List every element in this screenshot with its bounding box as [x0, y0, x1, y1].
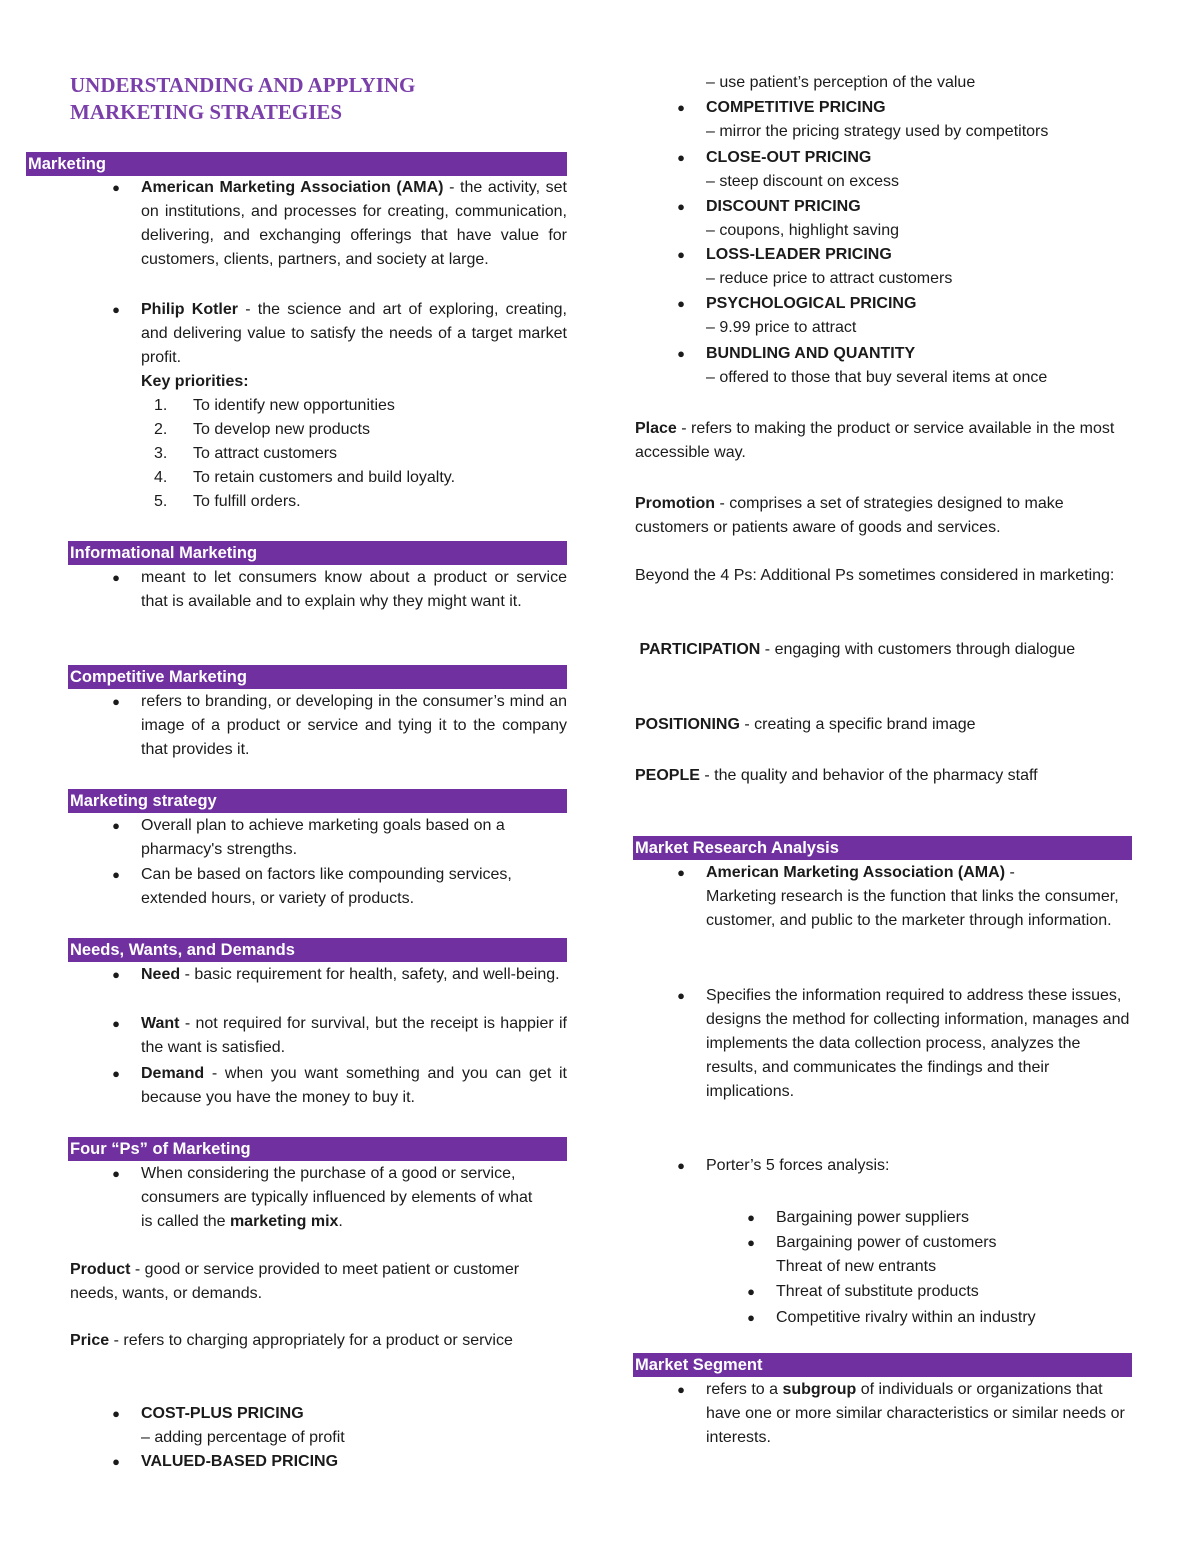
bullet-icon: ● [747, 1235, 755, 1250]
list-item-want: ● Want - not required for survival, but the receipt is happier if the want is satisfied. [70, 1012, 567, 1060]
place-definition: Place - refers to making the product or service available in the most accessible way. [635, 420, 1115, 461]
list-item-kotler [70, 298, 567, 370]
people-definition: PEOPLE - the quality and behavior of the pharmacy staff [635, 767, 1038, 784]
force-item-no-bullet: Threat of new entrants [776, 1258, 937, 1275]
bullet-icon: ● [112, 1016, 120, 1031]
list-item-ama-research: ● American Marketing Association (AMA) - Marketing research is the function that links the consumer, customer, and public to the marketer through information. [635, 861, 1132, 933]
list-item-porter: ● Porter’s 5 forces analysis: [635, 1154, 1132, 1178]
bullet-icon: ● [747, 1210, 755, 1225]
list-item: ● When considering the purchase of a good or service, consumers are typically influenced by elements of what is called the marketing mix. [70, 1162, 541, 1234]
bullet-icon: ● [747, 1310, 755, 1325]
price-definition: Price - refers to charging appropriately for a product or service [70, 1332, 513, 1349]
key-priorities-label: Key priorities: [141, 373, 249, 390]
list-item-segment: ● refers to a subgroup of individuals or organizations that have one or more similar characteristics or similar needs or interests. [635, 1378, 1132, 1450]
beyond-4ps: Beyond the 4 Ps: Additional Ps sometimes considered in marketing: [635, 567, 1115, 584]
section-header-four-ps: Four “Ps” of Marketing [68, 1137, 567, 1161]
bullet-icon: ● [677, 346, 685, 361]
priority-item: 3. To attract customers [154, 445, 338, 462]
pricing-item: ● CLOSE-OUT PRICING – steep discount on excess [635, 146, 1132, 194]
bullet-icon: ● [677, 988, 685, 1003]
bullet-icon: ● [677, 100, 685, 115]
product-definition: Product - good or service provided to meet patient or customer needs, wants, or demands. [70, 1261, 520, 1302]
promotion-definition: Promotion - comprises a set of strategies designed to make customers or patients aware of goods and services. [635, 495, 1064, 536]
list-item: ● refers to branding, or developing in the consumer’s mind an image of a product or service and tying it to the company that provides it. [70, 690, 567, 762]
bullet-icon: ● [112, 302, 120, 317]
pricing-item: ● DISCOUNT PRICING – coupons, highlight saving [635, 195, 1132, 243]
title-line-2: MARKETING STRATEGIES [70, 100, 343, 124]
bullet-icon: ● [112, 967, 120, 982]
list-item-need: ● Need - basic requirement for health, safety, and well-being. [70, 963, 567, 987]
pricing-item: ● COST-PLUS PRICING – adding percentage of profit [70, 1402, 567, 1450]
bullet-icon: ● [677, 199, 685, 214]
section-header-marketing: Marketing [26, 152, 567, 176]
ama-definition: - the activity, set on institutions, and processes for creating, communication, delivering, and exchanging offerings that have value for customers, clients, partners, and society at large. [141, 179, 567, 268]
list-item-demand: ● Demand - when you want something and you can get it because you have the money to buy it. [70, 1062, 567, 1110]
pricing-item: ● LOSS-LEADER PRICING – reduce price to attract customers [635, 243, 1132, 291]
bullet-icon: ● [112, 1066, 120, 1081]
kotler-definition: - the science and art of exploring, creating, and delivering value to satisfy the needs of a target market profit. [141, 301, 567, 366]
force-item: ● Bargaining power of customers [635, 1231, 1132, 1255]
participation-definition: PARTICIPATION - engaging with customers through dialogue [639, 641, 1076, 658]
pricing-item: ● PSYCHOLOGICAL PRICING – 9.99 price to attract [635, 292, 1132, 340]
bullet-icon: ● [112, 867, 120, 882]
list-item: ● Can be based on factors like compounding services, extended hours, or variety of products. [70, 863, 567, 911]
section-header-needs: Needs, Wants, and Demands [68, 938, 567, 962]
priority-item: 4. To retain customers and build loyalty. [154, 469, 456, 486]
ama-term: American Marketing Association (AMA) [141, 179, 444, 196]
force-item: ● Competitive rivalry within an industry [635, 1306, 1132, 1330]
pricing-item: ● COMPETITIVE PRICING – mirror the pricing strategy used by competitors [635, 96, 1132, 144]
priority-item: 5. To fulfill orders. [154, 493, 301, 510]
positioning-definition: POSITIONING - creating a specific brand image [635, 716, 976, 733]
pricing-item: ● VALUED-BASED PRICING [70, 1450, 567, 1474]
bullet-icon: ● [677, 296, 685, 311]
bullet-icon: ● [677, 1158, 685, 1173]
list-item-specifies: ● Specifies the information required to address these issues, designs the method for collecting information, manages and implements the data collection process, analyzes the results, and communicates the findings and their implications. [635, 984, 1132, 1104]
priority-item: 1. To identify new opportunities [154, 397, 395, 414]
section-header-research: Market Research Analysis [633, 836, 1132, 860]
bullet-icon: ● [112, 818, 120, 833]
document-title [70, 72, 567, 126]
title-line-1: UNDERSTANDING AND APPLYING [70, 73, 416, 97]
bullet-icon: ● [112, 1454, 120, 1469]
section-header-informational: Informational Marketing [68, 541, 567, 565]
force-item: ● Threat of substitute products [635, 1280, 1132, 1304]
bullet-icon: ● [677, 247, 685, 262]
bullet-icon: ● [112, 1166, 120, 1181]
pricing-item: ● BUNDLING AND QUANTITY – offered to those that buy several items at once [635, 342, 1132, 390]
bullet-icon: ● [677, 150, 685, 165]
section-header-strategy: Marketing strategy [68, 789, 567, 813]
bullet-icon: ● [112, 1406, 120, 1421]
bullet-icon: ● [677, 865, 685, 880]
bullet-icon: ● [112, 694, 120, 709]
bullet-icon: ● [677, 1382, 685, 1397]
section-header-competitive: Competitive Marketing [68, 665, 567, 689]
priority-item: 2. To develop new products [154, 421, 370, 438]
bullet-icon: ● [747, 1284, 755, 1299]
force-item: ● Bargaining power suppliers [635, 1206, 1132, 1230]
bullet-icon: ● [112, 180, 120, 195]
list-item: ● Overall plan to achieve marketing goals based on a pharmacy's strengths. [70, 814, 567, 862]
kotler-term: Philip Kotler [141, 301, 238, 318]
pricing-item-continued: – use patient’s perception of the value [706, 74, 976, 91]
list-item: ● meant to let consumers know about a product or service that is available and to explain why they might want it. [70, 566, 567, 614]
section-header-segment: Market Segment [633, 1353, 1132, 1377]
list-item-ama [70, 176, 567, 272]
bullet-icon: ● [112, 570, 120, 585]
